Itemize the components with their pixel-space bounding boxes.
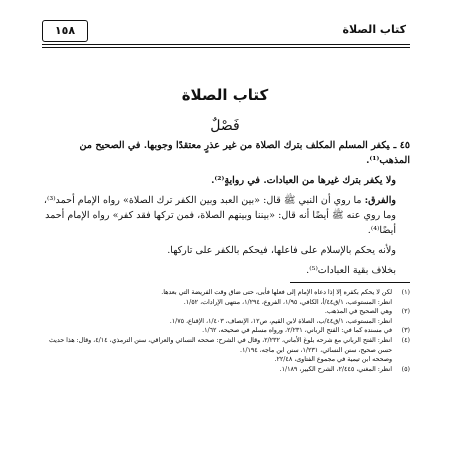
footnote [40,317,410,327]
footnote [40,326,410,336]
paragraph-2: ولا يكفر بترك غيرها من العبادات. في روايةٍ⁽²⁾. [211,175,396,186]
footnote [40,307,410,317]
footnote [40,288,410,298]
footnote [40,298,410,308]
footnote-separator [290,282,410,283]
farq-label: والفرق: [364,195,396,206]
footnote [40,336,410,355]
footnote-text: لكن لا يحكم بكفره إلا إذا دعاه الإمام إلى فعلها فأبى، حتى ضاق وقت الفريضة التي بعدها. [161,289,392,296]
header-rule [42,44,410,48]
footnote-number: (٤) [401,336,410,344]
footnote-text: وصححه ابن تيمية في مجموع الفتاوى، ٢٢/٤٨. [274,356,392,364]
section-heading: فَصْلٌ [210,118,240,134]
footnote-text: انظر: الفتح الرباني مع شرحه بلوغ الأماني، ٢/٢٣٢، وقال في الشرح: صححه النسائي والعراقي، سنن الترمذي، ٤/١٤، وقال: هذا حديث حسن صحيح، سنن النسائي، ١/٢٣١، سنن ابن ماجه، ١/١٩٤. [49,336,392,354]
paragraph-1 [40,138,410,168]
main-text [40,138,410,283]
footnotes [40,288,410,374]
footnote-number: (٢) [401,308,410,316]
item-number: ٤٥ ـ [393,140,410,151]
paragraph-5: بخلاف بقية العبادات⁽⁵⁾. [306,265,396,276]
footnote-number [392,317,410,327]
footnote-number [392,298,410,308]
footnote-text: وهي الصحيح في المذهب. [324,308,392,316]
footnote-number: (٣) [401,327,410,335]
running-header [42,20,410,42]
page-number: ١٥٨ [42,20,88,42]
item-statement: يكفر المسلم المكلف بترك الصلاة من غير عذرٍ معتقدًا وجوبها. في الصحيح من المذهب⁽¹⁾. [79,140,410,166]
footnote-text: انظر: المغني، ٢/٤٤٥، الشرح الكبير، ١/١٨٩. [279,365,392,373]
chapter-title: كتاب الصلاة [181,86,269,104]
footnote [40,365,410,375]
footnote-number: (٥) [401,365,410,373]
footnote-text: انظر: المستوعب، ١/ق٤٤/أ، الكافي، ١/٩٥، الفروع، ١/٢٩٤، منتهى الإرادات، ١/٥٢. [183,298,392,306]
footnote-number [392,355,410,365]
footnote-text: في مسنده كما في: الفتح الرباني، ٢/٢٣١، ورواه مسلم في صحيحه، ١/٦٢. [202,327,392,335]
footnote-number: (١) [401,289,410,296]
footnote [40,355,410,365]
farq-text: ما روي أن النبي ﷺ قال: «بين العبد وبين الكفر ترك الصلاة» رواه الإمام أحمد⁽³⁾، وما روي عنه ﷺ أيضًا أنه قال: «بيننا وبينهم الصلاة، فمن تركها فقد كفر» رواه الإمام أحمد أيضًا⁽⁴⁾. [43,195,396,236]
running-header-title: كتاب الصلاة [342,23,406,36]
paragraph-4: ولأنه يحكم بالإسلام على فاعلها، فيحكم بالكفر على تاركها. [167,245,396,256]
footnote-text: انظر: المستوعب، ١/ق٤٤/ب، الصلاة لابن القيم، ص١٢، الإنصاف، ١/٤٠٣، الإقناع، ١/٧٥. [169,317,392,325]
paragraph-3 [40,193,410,238]
